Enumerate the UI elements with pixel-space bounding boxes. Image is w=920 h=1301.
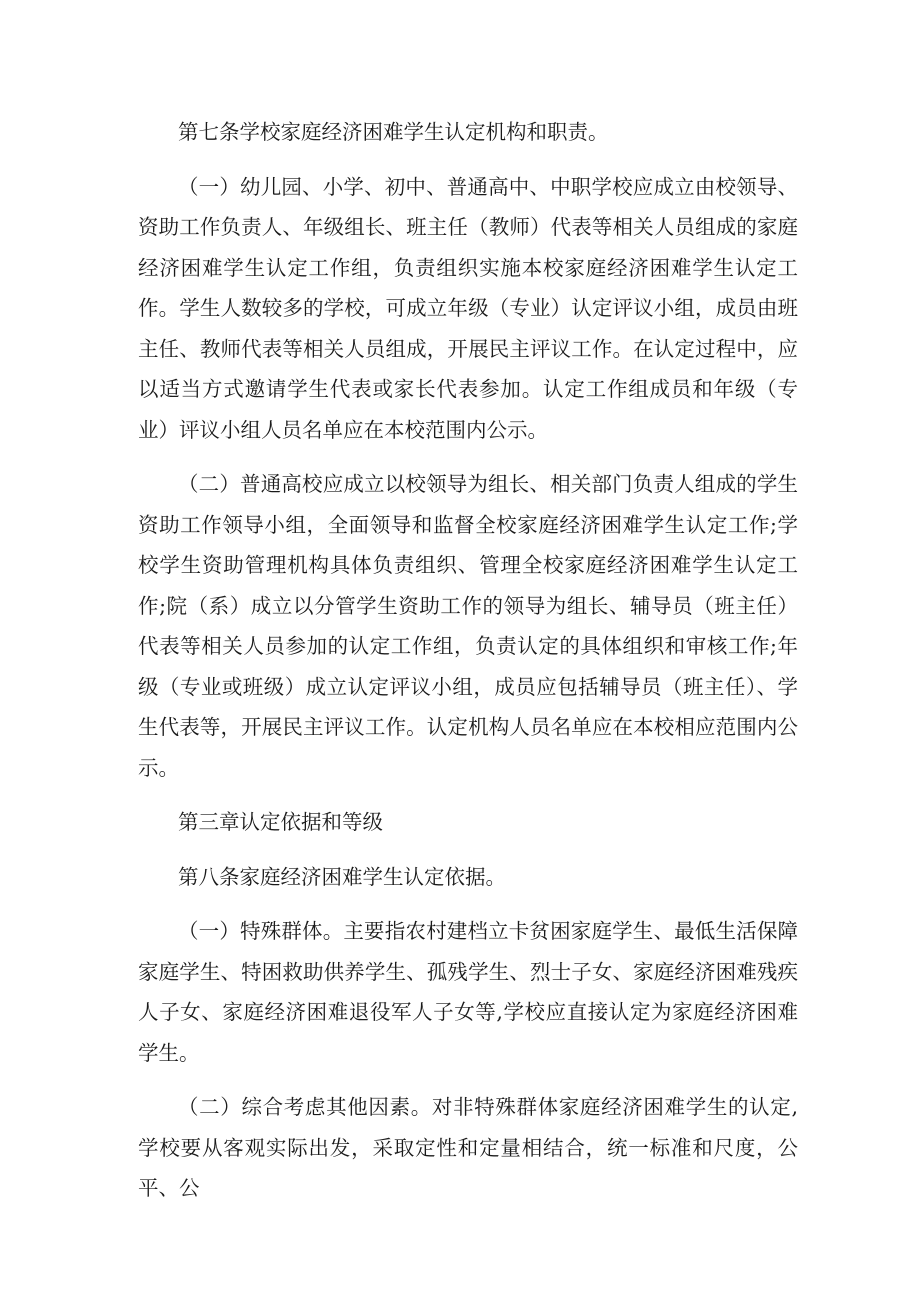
article-7-clause-2: （二）普通高校应成立以校领导为组长、相关部门负责人组成的学生资助工作领导小组，全面领导和监督全校家庭经济困难学生认定工作;学校学生资助管理机构具体负责组织、管理全校家庭经济困难学生认定工作;院（系）成立以分管学生资助工作的领导为组长、辅导员（班主任）代表等相关人员参加的认定工作组，负责认定的具体组织和审核工作;年级（专业或班级）成立认定评议小组，成员应包括辅导员（班主任）、学生代表等，开展民主评议工作。认定机构人员名单应在本校相应范围内公示。 — [138, 472, 798, 780]
article-8-clause-1: （一）特殊群体。主要指农村建档立卡贫困家庭学生、最低生活保障家庭学生、特困救助供养学生、孤残学生、烈士子女、家庭经济困难残疾人子女、家庭经济困难退役军人子女等,学校应直接认定为家庭经济困难学生。 — [138, 919, 798, 1065]
article-7-heading: 第七条学校家庭经济困难学生认定机构和职责。 — [178, 120, 609, 144]
article-8-heading: 第八条家庭经济困难学生认定依据。 — [178, 864, 506, 889]
chapter-3-heading: 第三章认定依据和等级 — [178, 810, 383, 834]
article-8-clause-2: （二）综合考虑其他因素。对非特殊群体家庭经济困难学生的认定,学校要从客观实际出发，采取定性和定量相结合，统一标准和尺度，公平、公 — [138, 1095, 798, 1200]
document-body — [138, 112, 798, 1223]
article-7-clause-1: （一）幼儿园、小学、初中、普通高中、中职学校应成立由校领导、资助工作负责人、年级组长、班主任（教师）代表等相关人员组成的家庭经济困难学生认定工作组，负责组织实施本校家庭经济困难学生认定工作。学生人数较多的学校，可成立年级（专业）认定评议小组，成员由班主任、教师代表等相关人员组成，开展民主评议工作。在认定过程中，应以适当方式邀请学生代表或家长代表参加。认定工作组成员和年级（专业）评议小组人员名单应在本校范围内公示。 — [138, 174, 798, 442]
